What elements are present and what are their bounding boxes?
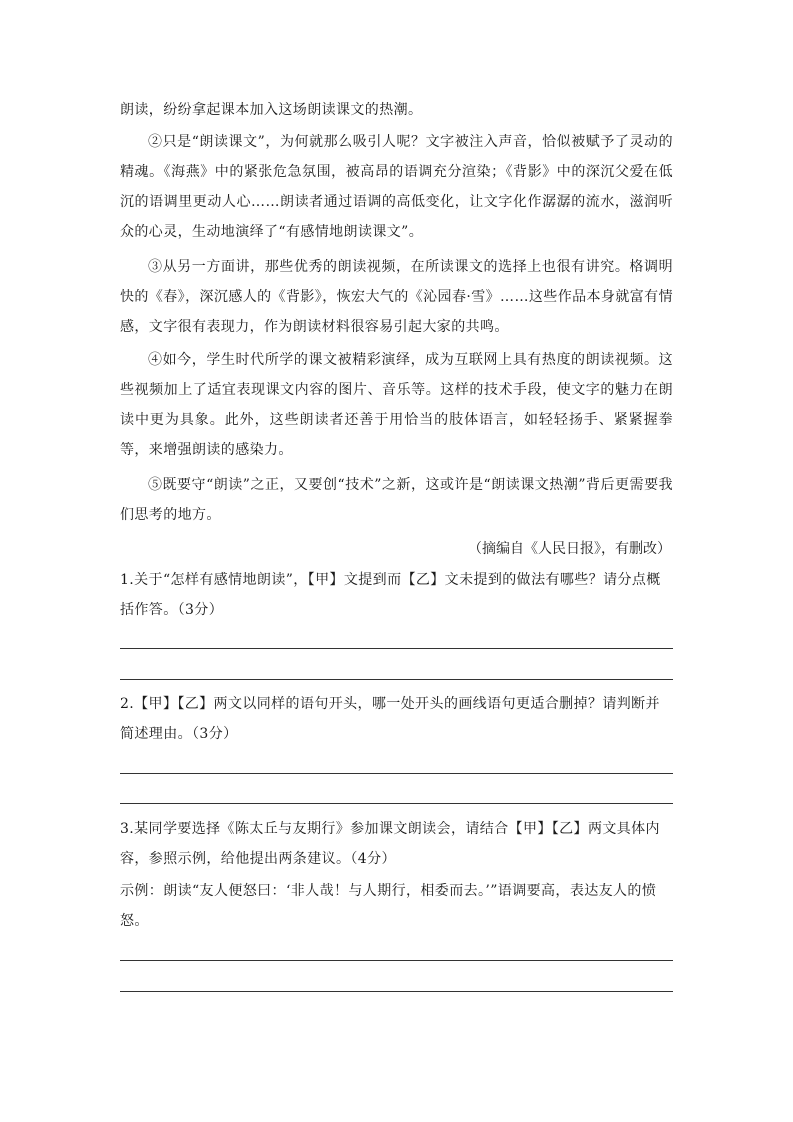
answer-line[interactable] <box>120 648 673 649</box>
passage-paragraph-4: ④如今，学生时代所学的课文被精彩演绎，成为互联网上具有热度的朗读视频。这些视频加上了适宜表现课文内容的图片、音乐等。这样的技术手段，使文字的魅力在朗读中更为具象。此外，这些朗读者还善于用恰当的肢体语言，如轻轻扬手、紧紧握拳等，来增强朗读的感染力。 <box>120 352 673 458</box>
question-2: 2.【甲】【乙】两文以同样的语句开头，哪一处开头的画线语句更适合删掉？请判断并简述理由。（3分） <box>120 696 660 742</box>
answer-line[interactable] <box>120 679 673 680</box>
answer-line[interactable] <box>120 991 673 992</box>
passage-paragraph-3: ③从另一方面讲，那些优秀的朗读视频，在所读课文的选择上也很有讲究。格调明快的《春》，深沉感人的《背影》，恢宏大气的《沁园春·雪》……这些作品本身就富有情感，文字很有表现力，作为朗读材料很容易引起大家的共鸣。 <box>120 259 673 335</box>
answer-line[interactable] <box>120 773 673 774</box>
question-3: 3.某同学要选择《陈太丘与友期行》参加课文朗读会，请结合【甲】【乙】两文具体内容，参照示例，给他提出两条建议。（4分） <box>120 821 660 867</box>
question-1: 1.关于“怎样有感情地朗读”，【甲】文提到而【乙】文未提到的做法有哪些？请分点概括作答。（3分） <box>120 572 661 618</box>
answer-line[interactable] <box>120 960 673 961</box>
source-attribution: （摘编自《人民日报》，有删改） <box>468 541 671 557</box>
answer-line[interactable] <box>120 803 673 804</box>
passage-paragraph-continued: 朗读，纷纷拿起课本加入这场朗读课文的热潮。 <box>120 102 423 118</box>
passage-paragraph-2: ②只是“朗读课文”，为何就那么吸引人呢？文字被注入声音，恰似被赋予了灵动的精魂。《海燕》中的紧张危急氛围，被高昂的语调充分渲染；《背影》中的深沉父爱在低沉的语调里更动人心……朗读者通过语调的高低变化，让文字化作潺潺的流水，滋润听众的心灵，生动地演绎了“有感情地朗读课文”。 <box>120 134 673 240</box>
question-3-example: 示例：朗读“友人便怒曰：‘非人哉！与人期行，相委而去。’”语调要高，表达友人的愤怒。 <box>120 883 657 929</box>
passage-paragraph-5: ⑤既要守“朗读”之正，又要创“技术”之新，这或许是“朗读课文热潮”背后更需要我们思考的地方。 <box>120 477 673 523</box>
